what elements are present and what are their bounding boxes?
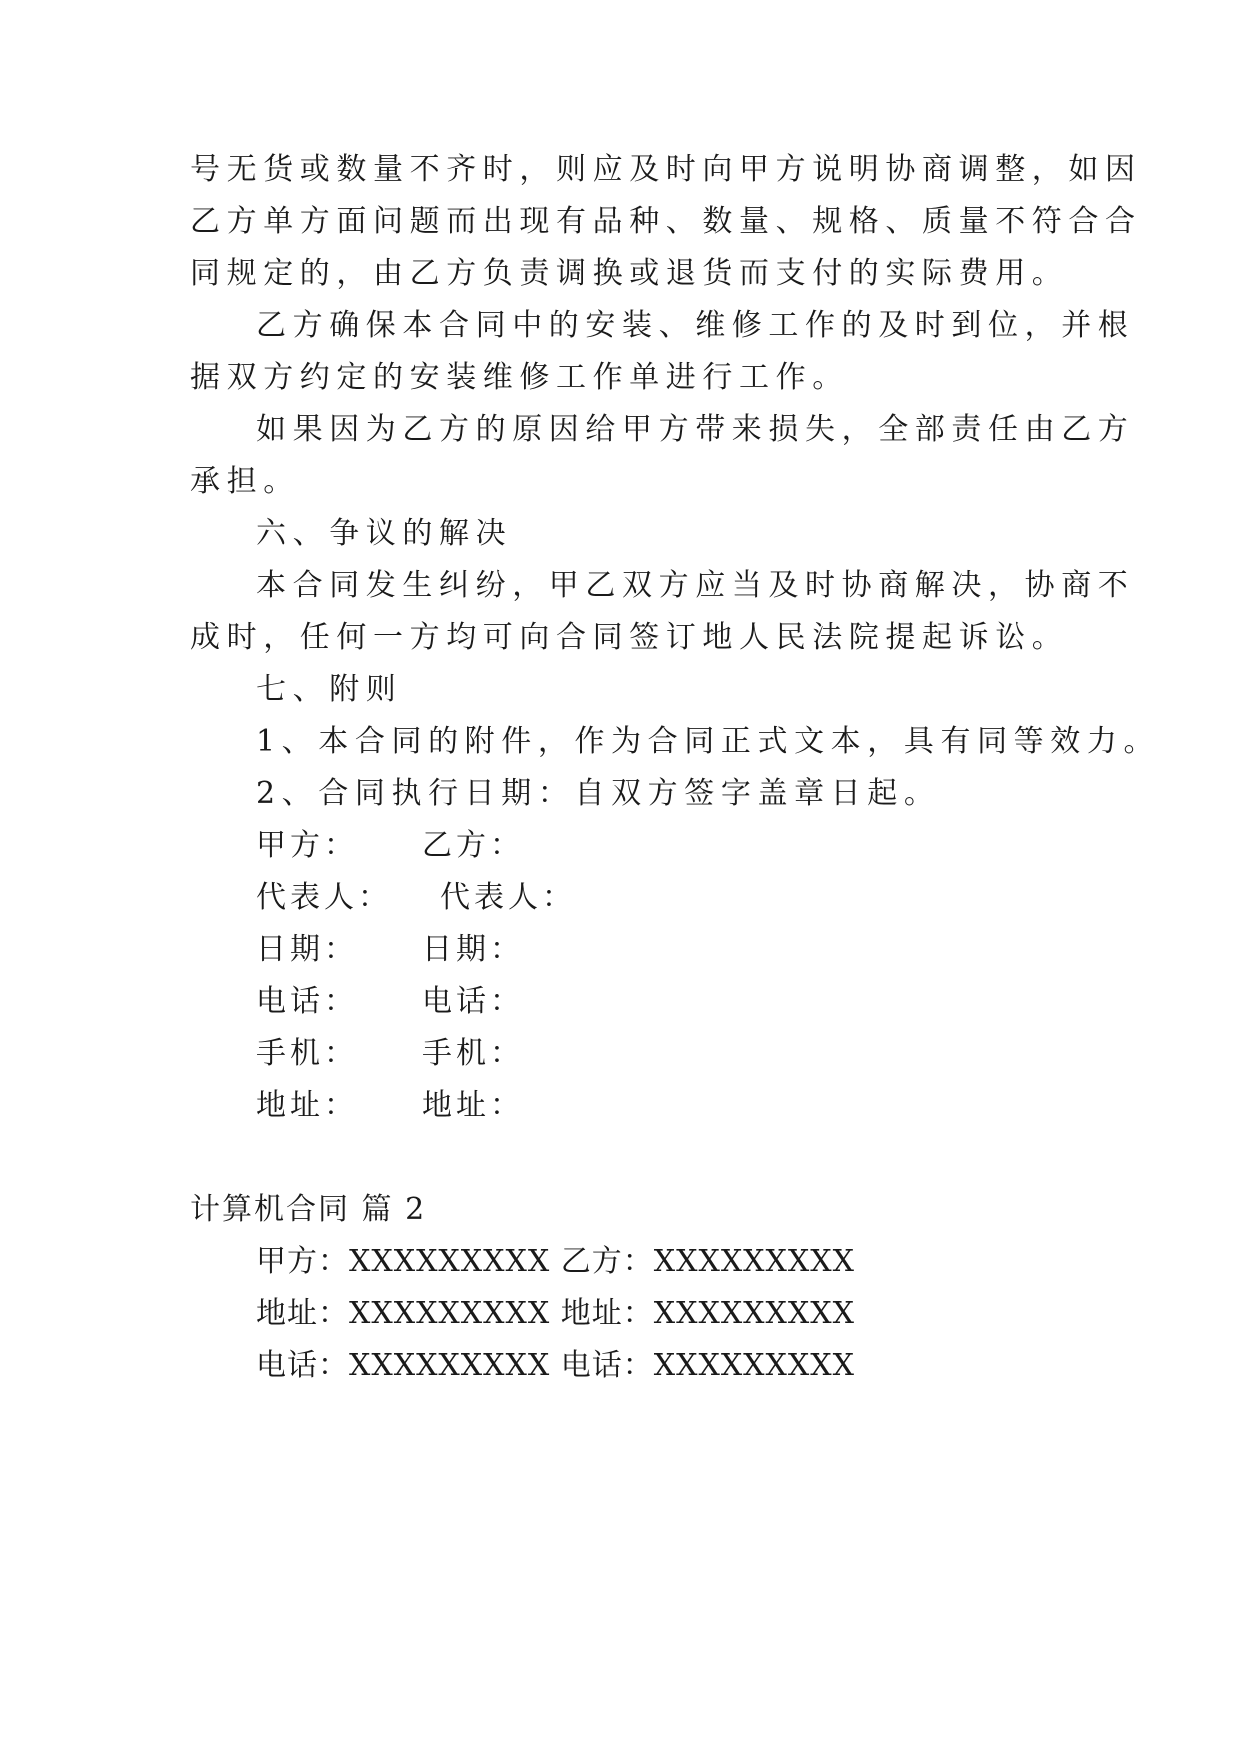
addr-a-label: 地址：	[256, 1088, 358, 1123]
paragraph-line: 如果因为乙方的原因给甲方带来损失，全部责任由乙方	[256, 412, 1135, 447]
paragraph-line: 2、合同执行日期：自双方签字盖章日起。	[256, 776, 941, 811]
paragraph-line: 号无货或数量不齐时，则应及时向甲方说明协商调整，如因	[190, 152, 1142, 187]
paragraph-line: 承担。	[190, 464, 300, 499]
mobile-b-label: 手机：	[422, 1036, 524, 1071]
section-title: 计算机合同 篇 2	[190, 1192, 427, 1227]
signature-row-party	[256, 826, 524, 866]
phone-a-label: 电话：	[256, 984, 358, 1019]
paragraph-line: 1、本合同的附件，作为合同正式文本，具有同等效力。	[256, 724, 1161, 759]
signature-row-phone	[256, 982, 524, 1022]
date-b-label: 日期：	[422, 932, 524, 967]
paragraph-line: 同规定的，由乙方负责调换或退货而支付的实际费用。	[190, 256, 1069, 291]
signature-row-representative	[256, 878, 576, 918]
paragraph-line: 乙方确保本合同中的安装、维修工作的及时到位，并根	[256, 308, 1135, 343]
rep-b-label: 代表人：	[440, 880, 576, 915]
party-a-label: 甲方：	[256, 828, 358, 863]
phone-b-label: 电话：	[422, 984, 524, 1019]
signature-row-address	[256, 1086, 524, 1126]
party-info-line: 地址：XXXXXXXXX 地址：XXXXXXXXX	[256, 1296, 855, 1331]
party-b-label: 乙方：	[422, 828, 524, 863]
party-info-line: 电话：XXXXXXXXX 电话：XXXXXXXXX	[256, 1348, 855, 1383]
addr-b-label: 地址：	[422, 1088, 524, 1123]
paragraph-line: 成时，任何一方均可向合同签订地人民法院提起诉讼。	[190, 620, 1069, 655]
paragraph-line: 乙方单方面问题而出现有品种、数量、规格、质量不符合合	[190, 204, 1142, 239]
party-info-line: 甲方：XXXXXXXXX 乙方：XXXXXXXXX	[256, 1244, 855, 1279]
paragraph-line: 本合同发生纠纷，甲乙双方应当及时协商解决，协商不	[256, 568, 1135, 603]
date-a-label: 日期：	[256, 932, 358, 967]
signature-row-mobile	[256, 1034, 524, 1074]
paragraph-line: 据双方约定的安装维修工作单进行工作。	[190, 360, 849, 395]
section-heading: 七、附则	[256, 672, 403, 707]
signature-row-date	[256, 930, 524, 970]
rep-a-label: 代表人：	[256, 880, 392, 915]
section-heading: 六、争议的解决	[256, 516, 513, 551]
mobile-a-label: 手机：	[256, 1036, 358, 1071]
